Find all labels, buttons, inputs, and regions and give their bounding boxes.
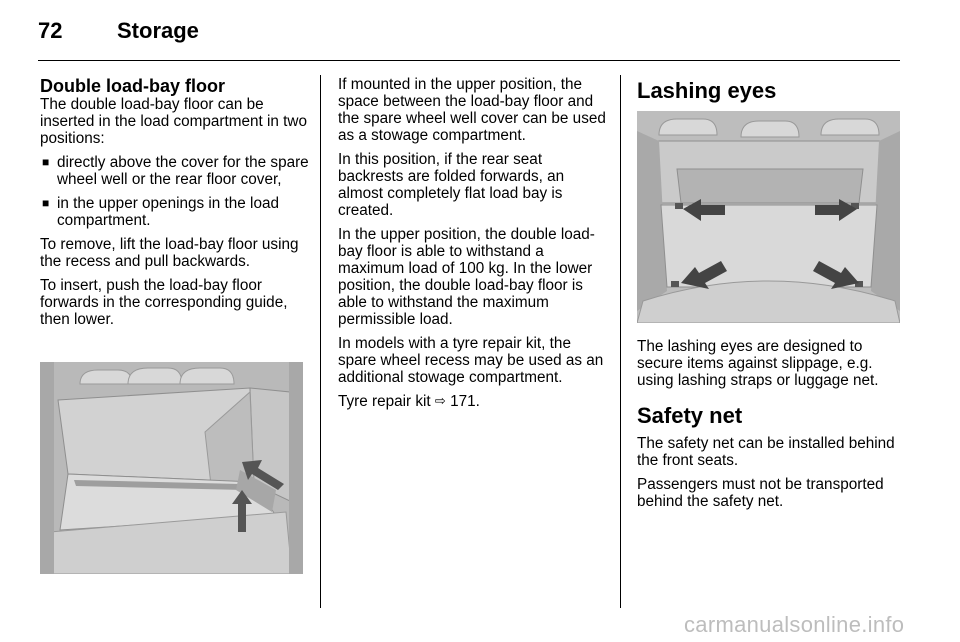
lashing-eyes-paragraph: The lashing eyes are designed to secure items against slippage, e.g. using lashing straps or luggage net.	[637, 338, 879, 389]
paragraph-stowage: If mounted in the upper position, the space between the load-bay floor and the spare wheel well cover can be used as a stowage compartment.	[338, 76, 606, 144]
page-header	[38, 18, 900, 60]
page-number: 72	[38, 18, 63, 43]
page-reference-arrow-icon: ⇨	[434, 394, 446, 409]
safety-net-paragraph-2: Passengers must not be transported behind the safety net.	[637, 476, 884, 510]
right-column-lower	[637, 338, 907, 517]
paragraph-reference	[338, 393, 606, 411]
section-title: Storage	[117, 18, 199, 43]
header-rule	[38, 60, 900, 61]
watermark: carmanualsonline.info	[684, 612, 905, 637]
position-list	[40, 154, 310, 229]
right-column	[637, 78, 902, 104]
list-item	[40, 154, 310, 188]
column-divider-left	[320, 75, 321, 608]
list-item-text: in the upper openings in the load compartment.	[57, 195, 279, 229]
bullet-icon: ■	[42, 155, 50, 169]
list-item-text: directly above the cover for the spare wheel well or the rear floor cover,	[57, 154, 309, 188]
bullet-icon: ■	[42, 196, 50, 210]
reference-text: Tyre repair kit	[338, 393, 431, 410]
safety-net-paragraph-1: The safety net can be installed behind the front seats.	[637, 435, 895, 469]
remove-paragraph: To remove, lift the load-bay floor using the recess and pull backwards.	[40, 236, 299, 270]
insert-paragraph: To insert, push the load-bay floor forwards in the corresponding guide, then lower.	[40, 277, 288, 328]
section-heading-double-load-bay-floor: Double load-bay floor	[40, 76, 226, 96]
paragraph-flat-load-bay: In this position, if the rear seat backrests are folded forwards, an almost completely flat load bay is created.	[338, 151, 565, 219]
intro-paragraph: The double load-bay floor can be inserted in the load compartment in two positions:	[40, 96, 307, 147]
list-item	[40, 195, 310, 229]
reference-page[interactable]: 171.	[450, 393, 480, 410]
paragraph-max-load: In the upper position, the double load-bay floor is able to withstand a maximum load of 100 kg. In the lower position, the double load-bay floor is able to withstand the maximum permissible load.	[338, 226, 595, 328]
section-heading-safety-net: Safety net	[637, 403, 743, 428]
middle-column	[338, 76, 606, 418]
load-bay-floor-illustration	[40, 362, 303, 574]
lashing-eyes-illustration	[637, 111, 900, 323]
section-heading-lashing-eyes: Lashing eyes	[637, 78, 777, 103]
column-divider-right	[620, 75, 621, 608]
paragraph-tyre-repair: In models with a tyre repair kit, the spare wheel recess may be used as an additional stowage compartment.	[338, 335, 604, 386]
left-column	[40, 76, 310, 335]
